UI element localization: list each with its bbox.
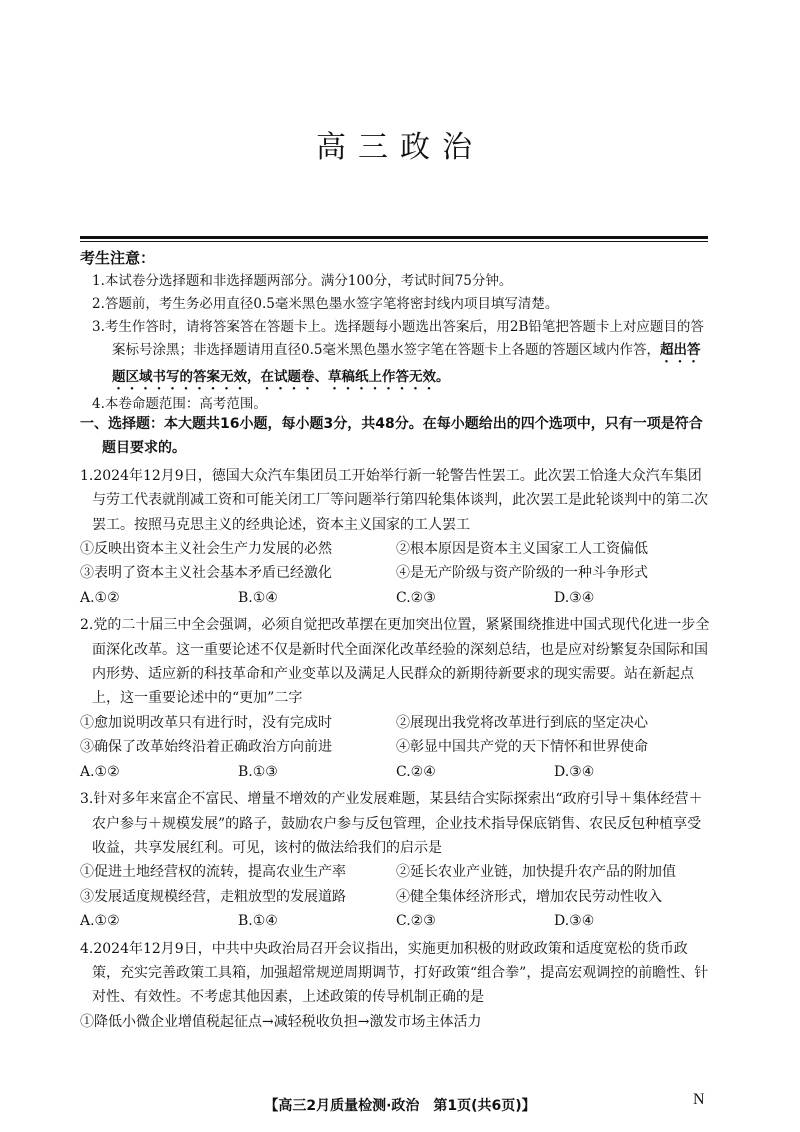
- candidate-notice: [80, 247, 710, 416]
- question-stem: 3.针对多年来富企不富民、增量不增效的产业发展难题，某县结合实际探索出“政府引导＋集体经营＋农户参与＋规模发展”的路子，鼓励农户参与反包管理，企业技术指导保底销售、农民反包种植享受收益，共享发展红利。可见，该村的做法给我们的启示是: [80, 791, 703, 856]
- question-stem: 4.2024年12月9日，中共中央政治局召开会议指出，实施更加积极的财政政策和适度宽松的货币政策，充实完善政策工具箱，加强超常规逆周期调节，打好政策“组合拳”，提高宏观调控的前瞻性、针对性、有效性。不考虑其他因素，上述政策的传导机制正确的是: [80, 940, 709, 1006]
- statement-4: ④健全集体经济形式，增加农民劳动性收入: [396, 888, 662, 905]
- exam-content: [80, 412, 712, 1034]
- answer-options: [80, 760, 712, 784]
- header-rule-thin: [80, 241, 708, 242]
- option-c: C.②④: [396, 763, 436, 780]
- option-d: D.③④: [554, 589, 595, 606]
- question-3: [80, 787, 712, 933]
- notice-item-2: 2.答题前，考生务必用直径0.5毫米黑色墨水签字笔将密封线内项目填写清楚。: [92, 296, 559, 312]
- question-stem: 2.党的二十届三中全会强调，必须自觉把改革摆在更加突出位置，紧紧围绕推进中国式现代化进一步全面深化改革。这一重要论述不仅是新时代全面深化改革经验的深刻总结，也是应对纷繁复杂国际和国内形势、适应新的科技革命和产业变革以及满足人民群众的新期待新要求的现实需要。站在新起点上，这一重要论述中的“更加”二字: [80, 617, 710, 707]
- answer-options: [80, 909, 712, 933]
- exam-title: 高三政治: [316, 130, 484, 165]
- option-d: D.③④: [554, 913, 595, 930]
- option-a: A.①②: [80, 763, 120, 780]
- page-footer: 【高三2月质量检测·政治 第1页(共6页)】: [264, 1098, 536, 1114]
- question-2: [80, 613, 712, 784]
- footer-mark: N: [693, 1091, 705, 1108]
- statement-row: [80, 537, 712, 561]
- statement-row: [80, 561, 712, 585]
- option-d: D.③④: [554, 763, 595, 780]
- notice-item-3: [80, 316, 710, 393]
- statement-row: [80, 735, 712, 759]
- option-c: C.②③: [396, 589, 436, 606]
- question-stem: 1.2024年12月9日，德国大众汽车集团员工开始举行新一轮警告性罢工。此次罢工恰逢大众汽车集团与劳工代表就削减工资和可能关闭工厂等问题举行第四轮集体谈判，此次罢工是此轮谈判中的第二次罢工。按照马克思主义的经典论述，资本主义国家的工人罢工: [80, 467, 708, 533]
- statement-row: [80, 711, 712, 735]
- statement-1: ①反映出资本主义社会生产力发展的必然: [80, 541, 332, 558]
- header-rule-thick: [80, 236, 708, 239]
- statement-3: ③发展适度规模经营，走粗放型的发展道路: [80, 888, 346, 905]
- notice-item-3-emphasis: 超出答题区域书写的答案无效，在试题卷、草稿纸上作答无效。: [112, 342, 701, 385]
- option-b: B.①④: [238, 913, 278, 930]
- notice-item-1: 1.本试卷分选择题和非选择题两部分。满分100分，考试时间75分钟。: [92, 273, 513, 289]
- notice-item-4: 4.本卷命题范围：高考范围。: [92, 396, 267, 412]
- question-4: [80, 937, 712, 1035]
- option-a: A.①②: [80, 913, 120, 930]
- statement-1: ①降低小微企业增值税起征点→减轻税收负担→激发市场主体活力: [80, 1013, 482, 1030]
- statement-1: ①促进土地经营权的流转，提高农业生产率: [80, 864, 346, 881]
- statement-4: ④彰显中国共产党的天下情怀和世界使命: [396, 739, 648, 756]
- statement-2: ②根本原因是资本主义国家工人工资偏低: [396, 541, 648, 558]
- notice-item-3-text: 3.考生作答时，请将答案答在答题卡上。选择题每小题选出答案后，用2B铅笔把答题卡上对应题目的答案标号涂黑；非选择题请用直径0.5毫米黑色墨水签字笔在答题卡上各题的答题区域内作答，: [92, 319, 704, 358]
- statement-row: [80, 860, 712, 884]
- answer-options: [80, 586, 712, 610]
- statement-4: ④是无产阶级与资产阶级的一种斗争形式: [396, 565, 648, 582]
- statement-2: ②展现出我党将改革进行到底的坚定决心: [396, 714, 648, 731]
- statement-2: ②延长农业产业链，加快提升农产品的附加值: [396, 864, 676, 881]
- option-b: B.①③: [238, 763, 278, 780]
- statement-3: ③表明了资本主义社会基本矛盾已经激化: [80, 565, 332, 582]
- statement-row: [80, 885, 712, 909]
- statement-1: ①愈加说明改革只有进行时，没有完成时: [80, 714, 332, 731]
- statement-3: ③确保了改革始终沿着正确政治方向前进: [80, 739, 332, 756]
- option-a: A.①②: [80, 589, 120, 606]
- notice-heading: 考生注意：: [80, 249, 156, 267]
- option-b: B.①④: [238, 589, 278, 606]
- question-1: [80, 464, 712, 610]
- section-1-heading: 一、选择题：本大题共16小题，每小题3分，共48分。在每小题给出的四个选项中，只有一项是符合题目要求的。: [80, 416, 703, 457]
- option-c: C.②③: [396, 913, 436, 930]
